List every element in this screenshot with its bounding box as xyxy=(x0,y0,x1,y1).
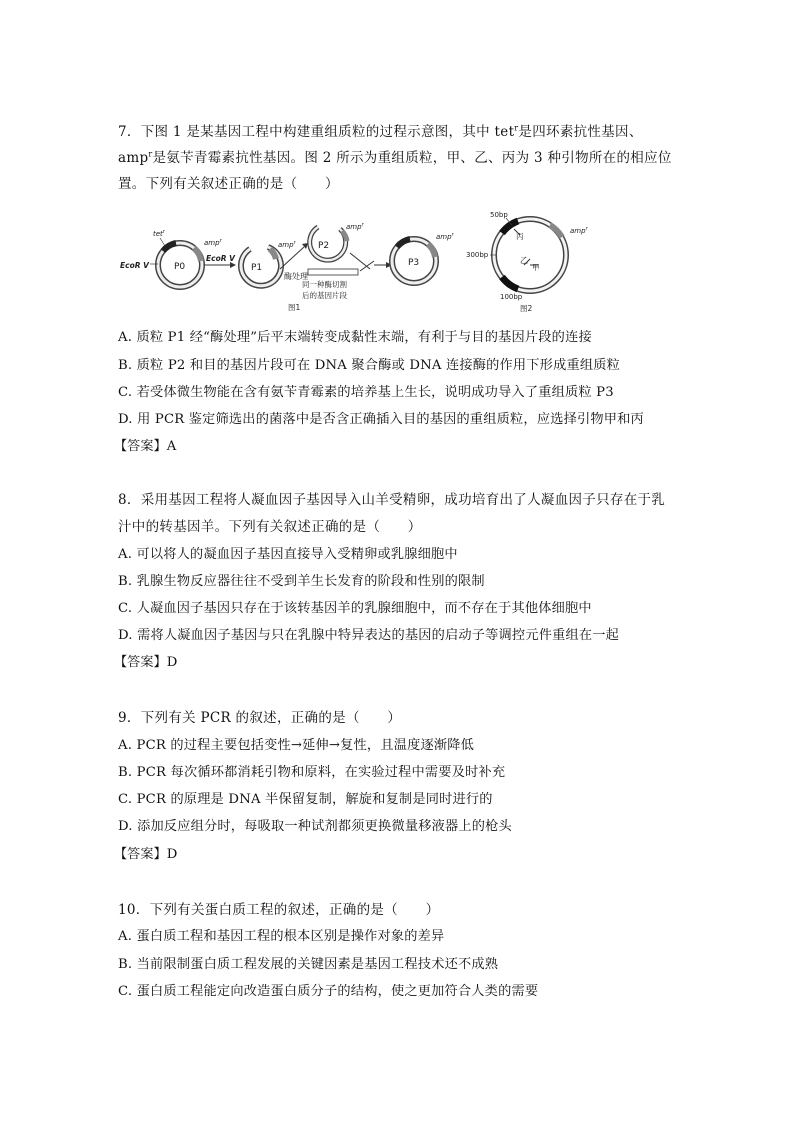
label-amp-p2: amp$^r$ xyxy=(346,222,364,231)
label-p0: P0 xyxy=(174,262,186,272)
q8-option-d: D. 需将人凝血因子基因与只在乳腺中特异表达的基因的启动子等调控元件重组在一起 xyxy=(118,628,620,643)
label-p2: P2 xyxy=(318,241,330,251)
q9-option-a: A. PCR 的过程主要包括变性→延伸→复性，且温度逐渐降低 xyxy=(118,738,475,753)
q7-figure xyxy=(118,207,588,319)
label-100bp: 100bp xyxy=(500,293,523,301)
label-fig2: 图2 xyxy=(520,304,533,313)
label-fragment-line2: 后的基因片段 xyxy=(302,291,347,300)
label-primer-jia: 甲 xyxy=(532,263,540,272)
q7-stem-line3: 置。下列有关叙述正确的是（ ） xyxy=(118,176,339,192)
q8-answer: 【答案】D xyxy=(114,655,178,670)
label-300bp: 300bp xyxy=(466,251,489,259)
label-p1: P1 xyxy=(251,263,263,273)
q7-stem-line1: 7．下图 1 是某基因工程中构建重组质粒的过程示意图，其中 tet$^r$是四环素抗性基因、 xyxy=(118,123,643,140)
q7-option-b: B. 质粒 P2 和目的基因片段可在 DNA 聚合酶或 DNA 连接酶的作用下形成重组质粒 xyxy=(118,358,621,373)
label-tet-left: tet$^r$ xyxy=(153,229,165,238)
q8-option-c: C. 人凝血因子基因只存在于该转基因羊的乳腺细胞中，而不存在于其他体细胞中 xyxy=(118,601,592,616)
q9-stem-line1: 9．下列有关 PCR 的叙述，正确的是（ ） xyxy=(118,710,402,726)
q7-stem-line2: amp$^r$是氨苄青霉素抗性基因。图 2 所示为重组质粒，甲、乙、丙为 3 种引物所在的相应位 xyxy=(118,149,672,166)
q9-answer: 【答案】D xyxy=(114,847,178,862)
q8-stem-line1: 8．采用基因工程将人凝血因子基因导入山羊受精卵，成功培育出了人凝血因子只存在于乳 xyxy=(118,492,666,508)
label-amp-p3: amp$^r$ xyxy=(436,232,454,241)
label-primer-yi: 乙 xyxy=(520,256,528,265)
q7-option-d: D. 用 PCR 鉴定筛选出的菌落中是否含正确插入目的基因的重组质粒，应选择引物甲和丙 xyxy=(118,412,644,427)
q8-stem-line2: 汁中的转基因羊。下列有关叙述正确的是（ ） xyxy=(118,519,422,535)
label-primer-bing: 丙 xyxy=(516,232,524,241)
q10-stem-line1: 10．下列有关蛋白质工程的叙述，正确的是（ ） xyxy=(118,902,440,918)
q9-option-c: C. PCR 的原理是 DNA 半保留复制，解旋和复制是同时进行的 xyxy=(118,792,493,807)
q10-option-b: B. 当前限制蛋白质工程发展的关键因素是基因工程技术还不成熟 xyxy=(118,957,499,972)
label-amp-p1: amp$^r$ xyxy=(278,240,296,249)
label-enzyme-treat: 酶处理 xyxy=(284,272,308,281)
arrow-p1-p2 xyxy=(280,247,304,269)
label-amp-p0: amp$^r$ xyxy=(204,238,222,247)
label-ecorv-mid: EcoR V xyxy=(206,254,235,263)
label-p3: P3 xyxy=(408,258,420,268)
plasmid-fig2 xyxy=(494,219,566,291)
q7-answer: 【答案】A xyxy=(114,439,177,454)
q9-option-d: D. 添加反应组分时，每吸取一种试剂都须更换微量移液器上的枪头 xyxy=(118,819,512,834)
q8-option-a: A. 可以将人的凝血因子基因直接导入受精卵或乳腺细胞中 xyxy=(118,547,458,562)
q9-option-b: B. PCR 每次循环都消耗引物和原料，在实验过程中需要及时补充 xyxy=(118,765,506,780)
gene-fragment xyxy=(308,269,358,275)
q10-option-c: C. 蛋白质工程能定向改造蛋白质分子的结构，使之更加符合人类的需要 xyxy=(118,984,539,999)
q8-option-b: B. 乳腺生物反应器往往不受到羊生长发育的阶段和性别的限制 xyxy=(118,574,485,589)
label-ecorv-left: EcoR V xyxy=(120,261,149,270)
label-fig1: 图1 xyxy=(288,303,301,312)
q7-option-a: A. 质粒 P1 经“酶处理”后平末端转变成黏性末端，有利于与目的基因片段的连接 xyxy=(118,330,592,345)
q10-option-a: A. 蛋白质工程和基因工程的根本区别是操作对象的差异 xyxy=(118,929,445,944)
label-50bp: 50bp xyxy=(490,211,508,219)
label-fragment-line1: 同一种酶切割 xyxy=(302,280,347,289)
q7-option-c: C. 若受体微生物能在含有氨苄青霉素的培养基上生长，说明成功导入了重组质粒 P3 xyxy=(118,385,614,400)
label-amp-fig2: amp$^r$ xyxy=(570,226,588,235)
